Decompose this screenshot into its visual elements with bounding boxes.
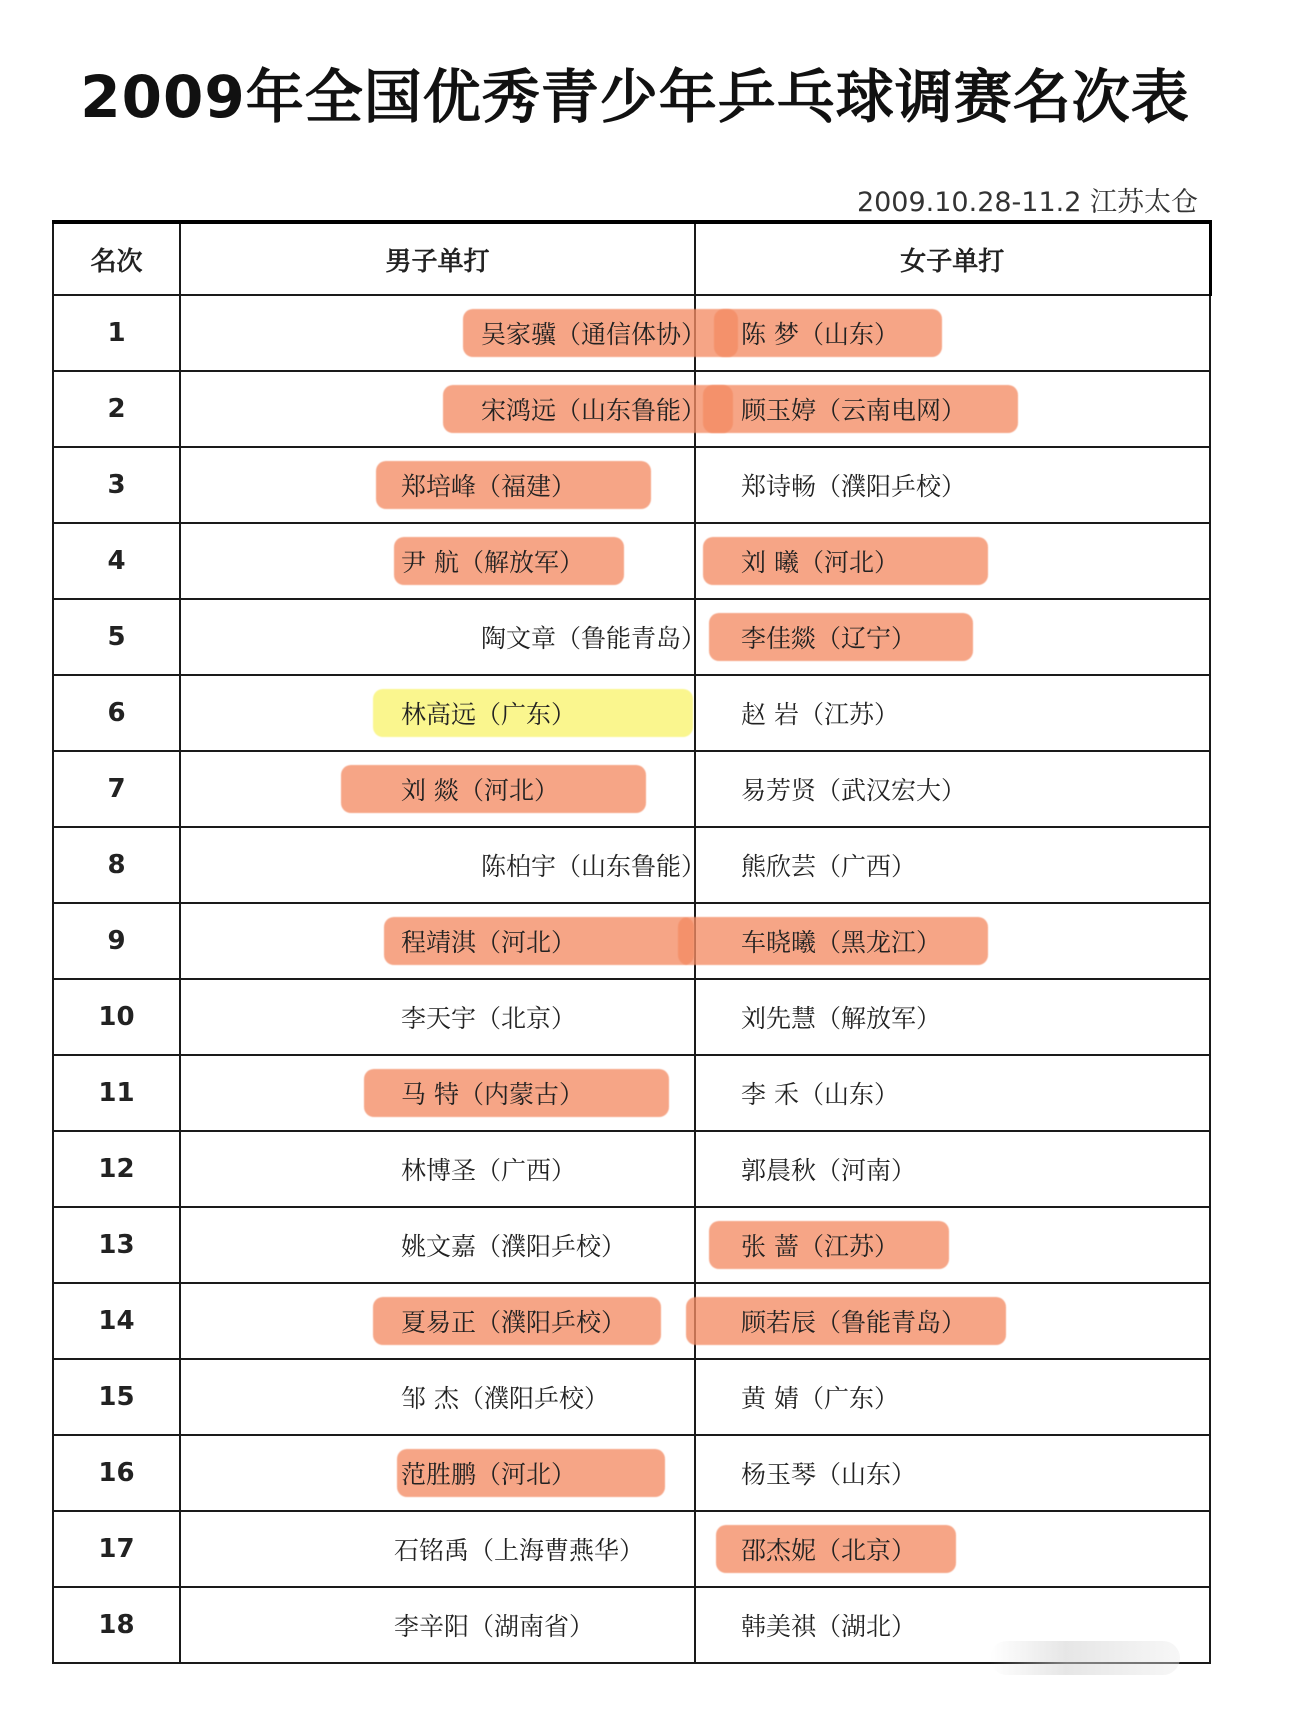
header-rank: 名次 [53,222,180,295]
men-player-name: 宋鸿远（山东鲁能） [481,396,707,425]
women-player-name: 熊欣芸（广西） [741,852,917,881]
rank-cell: 11 [53,1055,180,1131]
rank-cell: 18 [53,1587,180,1663]
men-singles-cell [180,371,707,447]
men-singles-cell [180,1207,695,1283]
rank-cell: 4 [53,523,180,599]
men-singles-cell [180,1055,695,1131]
women-singles-cell [695,1359,1210,1435]
women-player-name: 刘 曦（河北） [741,548,899,577]
women-singles-cell [695,1055,1210,1131]
rank-cell: 13 [53,1207,180,1283]
women-singles-cell [695,903,1210,979]
rank-cell: 16 [53,1435,180,1511]
men-singles-cell [180,1359,695,1435]
women-player-name: 邵杰妮（北京） [741,1536,917,1565]
men-player-name: 吴家骥（通信体协） [481,320,707,349]
women-player-name: 郑诗畅（濮阳乒校） [741,472,967,501]
women-player-name: 顾若辰（鲁能青岛） [741,1308,967,1337]
women-player-name: 易芳贤（武汉宏大） [741,776,967,805]
table-header-row [53,222,1210,295]
men-player-name: 郑培峰（福建） [401,472,577,501]
table-row [53,1131,1210,1207]
women-singles-cell [695,1131,1210,1207]
women-player-name: 刘先慧（解放军） [741,1004,942,1033]
men-player-name: 陈柏宇（山东鲁能） [481,852,707,881]
men-singles-cell [180,523,695,599]
women-player-name: 杨玉琴（山东） [741,1460,917,1489]
table-row [53,827,1210,903]
rank-cell: 17 [53,1511,180,1587]
men-player-name: 李辛阳（湖南省） [394,1612,595,1641]
table-row [53,675,1210,751]
table-row [53,1359,1210,1435]
women-player-name: 李佳燚（辽宁） [741,624,917,653]
men-singles-cell [180,1511,695,1587]
table-row [53,1055,1210,1131]
women-singles-cell [695,599,1210,675]
table-row [53,295,1210,371]
women-singles-cell [695,1283,1210,1359]
table-row [53,1207,1210,1283]
men-singles-cell [180,1587,695,1663]
women-singles-cell [695,751,1210,827]
table-row [53,447,1210,523]
women-singles-cell [695,523,1210,599]
table-row [53,599,1210,675]
women-player-name: 陈 梦（山东） [741,320,899,349]
rankings-table [52,220,1212,1664]
rank-cell: 9 [53,903,180,979]
table-row [53,751,1210,827]
men-singles-cell [180,1283,695,1359]
men-player-name: 马 特（内蒙古） [401,1080,584,1109]
date-location: 2009.10.28-11.2 江苏太仓 [856,187,1198,218]
men-singles-cell [180,447,695,523]
men-player-name: 邹 杰（濮阳乒校） [401,1384,609,1413]
men-singles-cell [180,979,695,1055]
men-player-name: 夏易正（濮阳乒校） [401,1308,627,1337]
women-singles-cell [695,447,1210,523]
women-singles-cell [695,1511,1210,1587]
men-singles-cell [180,675,695,751]
women-singles-cell [695,675,1210,751]
table-row [53,903,1210,979]
rank-cell: 12 [53,1131,180,1207]
women-player-name: 赵 岩（江苏） [741,700,899,729]
men-player-name: 陶文章（鲁能青岛） [481,624,707,653]
women-singles-cell [695,1207,1210,1283]
women-singles-cell [695,371,1210,447]
table-row [53,1511,1210,1587]
women-player-name: 张 蔷（江苏） [741,1232,899,1261]
women-singles-cell [695,827,1210,903]
men-player-name: 李天宇（北京） [401,1004,577,1033]
men-player-name: 石铭禹（上海曹燕华） [394,1536,645,1565]
table-row [53,523,1210,599]
page-title: 2009年全国优秀青少年乒乓球调赛名次表 [80,63,1190,131]
table-row [53,371,1210,447]
women-singles-cell [695,1435,1210,1511]
men-player-name: 程靖淇（河北） [401,928,577,957]
rank-cell: 15 [53,1359,180,1435]
men-singles-cell [180,1435,695,1511]
watermark [990,1641,1180,1675]
rank-cell: 8 [53,827,180,903]
rank-cell: 6 [53,675,180,751]
rank-cell: 5 [53,599,180,675]
table-row [53,1435,1210,1511]
men-singles-cell [180,751,695,827]
men-singles-cell [180,903,695,979]
table-row [53,979,1210,1055]
women-player-name: 顾玉婷（云南电网） [741,396,967,425]
rank-cell: 7 [53,751,180,827]
rank-cell: 2 [53,371,180,447]
women-singles-cell [695,295,1210,371]
women-player-name: 韩美祺（湖北） [741,1612,917,1641]
men-player-name: 尹 航（解放军） [401,548,584,577]
men-singles-cell [180,1131,695,1207]
men-singles-cell [180,827,707,903]
women-player-name: 车晓曦（黑龙江） [741,928,942,957]
table-row [53,1283,1210,1359]
men-player-name: 林博圣（广西） [401,1156,577,1185]
men-singles-cell [180,599,707,675]
men-player-name: 姚文嘉（濮阳乒校） [401,1232,627,1261]
men-player-name: 林高远（广东） [401,700,577,729]
rank-cell: 14 [53,1283,180,1359]
rank-cell: 1 [53,295,180,371]
women-player-name: 李 禾（山东） [741,1080,899,1109]
rank-cell: 10 [53,979,180,1055]
women-singles-cell [695,979,1210,1055]
men-singles-cell [180,295,707,371]
men-player-name: 刘 燚（河北） [401,776,559,805]
women-player-name: 黄 婧（广东） [741,1384,899,1413]
women-player-name: 郭晨秋（河南） [741,1156,917,1185]
men-player-name: 范胜鹏（河北） [401,1460,577,1489]
header-women-singles: 女子单打 [695,222,1210,295]
header-men-singles: 男子单打 [180,222,695,295]
rank-cell: 3 [53,447,180,523]
